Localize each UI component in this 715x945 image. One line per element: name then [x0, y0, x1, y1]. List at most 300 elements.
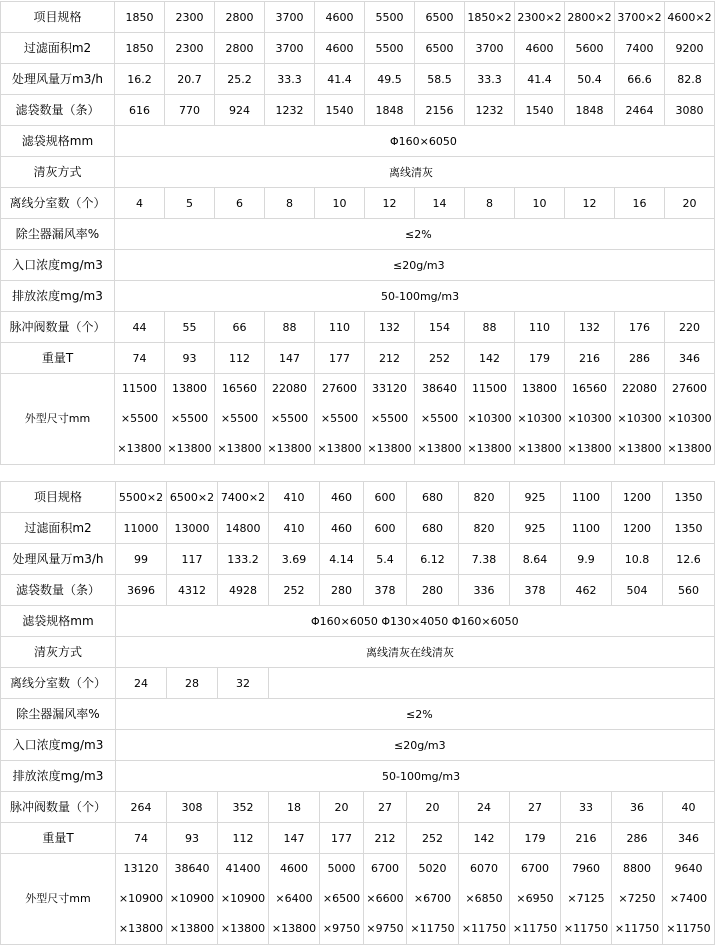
dimension-line: 22080: [272, 382, 307, 395]
value-cell: 770: [165, 95, 215, 126]
value-cell: 280: [407, 575, 459, 606]
dimension-cell: [365, 374, 415, 465]
value-cell: 110: [515, 312, 565, 343]
dimension-cell: [364, 854, 407, 945]
value-cell: 616: [115, 95, 165, 126]
value-cell: 378: [364, 575, 407, 606]
value-cell: 14: [415, 188, 465, 219]
value-cell: 24: [459, 792, 510, 823]
value-cell: 12: [365, 188, 415, 219]
table-row-dimensions: [1, 854, 715, 945]
dimension-line: ×13800: [317, 442, 362, 455]
value-cell: 6500: [415, 2, 465, 33]
dimension-cell: [612, 854, 663, 945]
row-label: 滤袋规格mm: [1, 126, 115, 157]
value-cell: 1848: [565, 95, 615, 126]
spanned-value: 离线清灰在线清灰: [116, 637, 715, 668]
value-cell: 308: [167, 792, 218, 823]
value-cell: 2300×2: [515, 2, 565, 33]
spanned-value: ≤2%: [115, 219, 715, 250]
dimension-line: ×13800: [271, 922, 317, 935]
dimension-line: ×10300: [617, 412, 662, 425]
value-cell: 2800: [215, 2, 265, 33]
value-cell: 252: [407, 823, 459, 854]
value-cell: 8: [465, 188, 515, 219]
dimension-line: 22080: [622, 382, 657, 395]
row-label: 排放浓度mg/m3: [1, 281, 115, 312]
dimension-cell: [215, 374, 265, 465]
dimension-line: ×13800: [217, 442, 262, 455]
value-cell: 8: [265, 188, 315, 219]
value-cell: 220: [665, 312, 715, 343]
table-row-inlet-conc: [1, 250, 715, 281]
row-label: 过滤面积m2: [1, 33, 115, 64]
value-cell: 20.7: [165, 64, 215, 95]
dimension-line: 13800: [172, 382, 207, 395]
value-cell: 10.8: [612, 544, 663, 575]
value-cell: 410: [269, 513, 320, 544]
dimension-line: 9640: [674, 862, 703, 875]
value-cell: 99: [116, 544, 167, 575]
dimension-line: ×13800: [220, 922, 266, 935]
value-cell: 132: [365, 312, 415, 343]
table-row-weight: [1, 343, 715, 374]
dimension-cell: [167, 854, 218, 945]
value-cell: 50.4: [565, 64, 615, 95]
value-cell: 1850×2: [465, 2, 515, 33]
value-cell: 112: [215, 343, 265, 374]
value-cell: 336: [459, 575, 510, 606]
dimension-line: ×9750: [322, 922, 361, 935]
table-row-cleaning: [1, 637, 715, 668]
value-cell: 66.6: [615, 64, 665, 95]
value-cell: 2800: [215, 33, 265, 64]
value-cell: 6500: [415, 33, 465, 64]
dimension-line: ×13800: [417, 442, 462, 455]
value-cell: 9.9: [561, 544, 612, 575]
value-cell: 460: [320, 513, 364, 544]
value-cell: 1350: [663, 513, 715, 544]
dimension-line: ×9750: [366, 922, 404, 935]
dimension-line: ×5500: [420, 412, 459, 425]
table-row-air-volume: [1, 544, 715, 575]
dimension-line: 11500: [472, 382, 507, 395]
value-cell: 27: [510, 792, 561, 823]
dimension-line: ×11750: [410, 922, 455, 935]
value-cell: 560: [663, 575, 715, 606]
dimension-line: 4600: [280, 862, 308, 875]
dimension-line: ×5500: [170, 412, 209, 425]
value-cell: 4.14: [320, 544, 364, 575]
spanned-value: ≤20g/m3: [115, 250, 715, 281]
value-cell: 28: [167, 668, 218, 699]
spec-table-1: [0, 1, 715, 465]
value-cell: 378: [510, 575, 561, 606]
value-cell: 820: [459, 482, 510, 513]
value-cell: 1200: [612, 513, 663, 544]
value-cell: 216: [565, 343, 615, 374]
table-row-valves: [1, 792, 715, 823]
dimension-line: ×11750: [666, 922, 711, 935]
value-cell: 346: [665, 343, 715, 374]
dimension-line: ×6400: [275, 892, 313, 905]
value-cell: 2800×2: [565, 2, 615, 33]
value-cell: 5600: [565, 33, 615, 64]
dimension-line: ×7250: [618, 892, 656, 905]
dimension-line: ×13800: [467, 442, 512, 455]
spanned-value: Φ160×6050 Φ130×4050 Φ160×6050: [116, 606, 715, 637]
table-row-model: [1, 2, 715, 33]
dimension-line: ×5500: [220, 412, 259, 425]
dimension-line: ×11750: [512, 922, 558, 935]
value-cell: 142: [465, 343, 515, 374]
dimension-line: ×10300: [667, 412, 712, 425]
dimension-line: ×5500: [370, 412, 409, 425]
dimension-cell: [459, 854, 510, 945]
row-label: 过滤面积m2: [1, 513, 116, 544]
value-cell: 1540: [515, 95, 565, 126]
dimension-line: 8800: [623, 862, 651, 875]
value-cell: 7400: [615, 33, 665, 64]
value-cell: 88: [465, 312, 515, 343]
dimension-line: ×7125: [567, 892, 605, 905]
value-cell: 25.2: [215, 64, 265, 95]
row-label: 脉冲阀数量（个）: [1, 792, 116, 823]
value-cell: 10: [315, 188, 365, 219]
value-cell: 820: [459, 513, 510, 544]
value-cell: 9200: [665, 33, 715, 64]
row-label: 滤袋数量（条）: [1, 575, 116, 606]
value-cell: 177: [315, 343, 365, 374]
value-cell: 6: [215, 188, 265, 219]
value-cell: 5.4: [364, 544, 407, 575]
dimension-line: ×5500: [320, 412, 359, 425]
value-cell: 460: [320, 482, 364, 513]
dimension-line: ×13800: [617, 442, 662, 455]
dimension-cell: [510, 854, 561, 945]
table-row-valves: [1, 312, 715, 343]
value-cell: 33.3: [265, 64, 315, 95]
value-cell: 40: [663, 792, 715, 823]
value-cell: 1200: [612, 482, 663, 513]
dimension-line: ×10900: [118, 892, 164, 905]
value-cell: 93: [165, 343, 215, 374]
table-row-outlet-conc: [1, 761, 715, 792]
value-cell: 177: [320, 823, 364, 854]
row-label: 项目规格: [1, 482, 116, 513]
value-cell: 2300: [165, 33, 215, 64]
row-label: 清灰方式: [1, 637, 116, 668]
dimension-line: ×6950: [516, 892, 554, 905]
dimension-line: 41400: [225, 862, 261, 875]
value-cell: 13000: [167, 513, 218, 544]
dimension-cell: [269, 854, 320, 945]
value-cell: 2464: [615, 95, 665, 126]
spanned-value: ≤20g/m3: [116, 730, 715, 761]
dimension-line: ×10900: [169, 892, 215, 905]
value-cell: 925: [510, 482, 561, 513]
value-cell: 3080: [665, 95, 715, 126]
value-cell: 212: [365, 343, 415, 374]
dimension-cell: [615, 374, 665, 465]
dimension-cell: [265, 374, 315, 465]
value-cell: 3700: [265, 2, 315, 33]
value-cell: 74: [115, 343, 165, 374]
value-cell: 16: [615, 188, 665, 219]
dimension-line: 5020: [418, 862, 447, 875]
value-cell: 12: [565, 188, 615, 219]
dimension-line: 6700: [371, 862, 399, 875]
value-cell: 32: [218, 668, 269, 699]
value-cell: 925: [510, 513, 561, 544]
empty-cell: [269, 668, 715, 699]
value-cell: 352: [218, 792, 269, 823]
value-cell: 14800: [218, 513, 269, 544]
dimension-line: ×6500: [322, 892, 361, 905]
value-cell: 20: [407, 792, 459, 823]
value-cell: 600: [364, 513, 407, 544]
dimension-line: ×13800: [267, 442, 312, 455]
table-row-bag-spec: [1, 606, 715, 637]
value-cell: 286: [615, 343, 665, 374]
dimension-cell: [320, 854, 364, 945]
dimension-line: 27600: [672, 382, 707, 395]
dimension-line: 16560: [572, 382, 607, 395]
value-cell: 27: [364, 792, 407, 823]
value-cell: 680: [407, 482, 459, 513]
value-cell: 6.12: [407, 544, 459, 575]
table-row-outlet-conc: [1, 281, 715, 312]
value-cell: 212: [364, 823, 407, 854]
value-cell: 4600: [315, 33, 365, 64]
value-cell: 66: [215, 312, 265, 343]
value-cell: 3700×2: [615, 2, 665, 33]
value-cell: 1850: [115, 2, 165, 33]
dimension-line: ×5500: [120, 412, 159, 425]
table-row-cleaning: [1, 157, 715, 188]
value-cell: 252: [269, 575, 320, 606]
dimension-cell: [465, 374, 515, 465]
dimension-line: 5000: [327, 862, 356, 875]
dimension-line: 6700: [521, 862, 549, 875]
row-label: 处理风量万m3/h: [1, 544, 116, 575]
value-cell: 1100: [561, 482, 612, 513]
row-label: 外型尺寸mm: [1, 374, 115, 465]
row-label: 重量T: [1, 823, 116, 854]
dimension-line: ×13800: [517, 442, 562, 455]
value-cell: 4312: [167, 575, 218, 606]
dimension-line: 7960: [572, 862, 600, 875]
value-cell: 280: [320, 575, 364, 606]
value-cell: 1100: [561, 513, 612, 544]
row-label: 脉冲阀数量（个）: [1, 312, 115, 343]
value-cell: 82.8: [665, 64, 715, 95]
row-label: 清灰方式: [1, 157, 115, 188]
value-cell: 410: [269, 482, 320, 513]
dimension-line: 38640: [422, 382, 457, 395]
dimension-line: ×11750: [614, 922, 660, 935]
spanned-value: 离线清灰: [115, 157, 715, 188]
value-cell: 1350: [663, 482, 715, 513]
value-cell: 44: [115, 312, 165, 343]
dimension-cell: [415, 374, 465, 465]
dimension-line: ×6850: [465, 892, 503, 905]
dimension-line: ×13800: [667, 442, 712, 455]
value-cell: 11000: [116, 513, 167, 544]
value-cell: 179: [510, 823, 561, 854]
dimension-line: ×10900: [220, 892, 266, 905]
value-cell: 252: [415, 343, 465, 374]
row-label: 离线分室数（个）: [1, 668, 116, 699]
spanned-value: Φ160×6050: [115, 126, 715, 157]
dimension-line: ×11750: [461, 922, 507, 935]
row-label: 排放浓度mg/m3: [1, 761, 116, 792]
value-cell: 49.5: [365, 64, 415, 95]
value-cell: 41.4: [315, 64, 365, 95]
dimension-line: ×10300: [567, 412, 612, 425]
row-label: 入口浓度mg/m3: [1, 250, 115, 281]
row-label: 除尘器漏风率%: [1, 219, 115, 250]
value-cell: 110: [315, 312, 365, 343]
dimension-cell: [565, 374, 615, 465]
row-label: 入口浓度mg/m3: [1, 730, 116, 761]
dimension-line: ×7400: [669, 892, 708, 905]
value-cell: 5500: [365, 33, 415, 64]
value-cell: 5: [165, 188, 215, 219]
dimension-cell: [663, 854, 715, 945]
table-row-weight: [1, 823, 715, 854]
value-cell: 74: [116, 823, 167, 854]
dimension-line: ×10300: [467, 412, 512, 425]
row-label: 项目规格: [1, 2, 115, 33]
table-row-dimensions: [1, 374, 715, 465]
table-row-chambers: [1, 188, 715, 219]
value-cell: 133.2: [218, 544, 269, 575]
value-cell: 462: [561, 575, 612, 606]
value-cell: 216: [561, 823, 612, 854]
row-label: 除尘器漏风率%: [1, 699, 116, 730]
dimension-line: 13120: [123, 862, 159, 875]
table-row-leak-rate: [1, 699, 715, 730]
value-cell: 4600: [315, 2, 365, 33]
dimension-line: ×6600: [366, 892, 404, 905]
dimension-line: 33120: [372, 382, 407, 395]
table-row-filter-area: [1, 513, 715, 544]
value-cell: 1232: [265, 95, 315, 126]
dimension-line: ×13800: [567, 442, 612, 455]
dimension-cell: [165, 374, 215, 465]
value-cell: 33: [561, 792, 612, 823]
value-cell: 33.3: [465, 64, 515, 95]
dimension-line: ×13800: [118, 922, 164, 935]
value-cell: 176: [615, 312, 665, 343]
value-cell: 16.2: [115, 64, 165, 95]
value-cell: 117: [167, 544, 218, 575]
value-cell: 3700: [265, 33, 315, 64]
value-cell: 154: [415, 312, 465, 343]
value-cell: 147: [269, 823, 320, 854]
value-cell: 179: [515, 343, 565, 374]
row-label: 重量T: [1, 343, 115, 374]
dimension-line: ×5500: [270, 412, 309, 425]
value-cell: 3696: [116, 575, 167, 606]
value-cell: 20: [665, 188, 715, 219]
dimension-line: ×13800: [167, 442, 212, 455]
table-row-chambers: [1, 668, 715, 699]
row-label: 外型尺寸mm: [1, 854, 116, 945]
value-cell: 142: [459, 823, 510, 854]
dimension-line: ×13800: [367, 442, 412, 455]
value-cell: 1850: [115, 33, 165, 64]
table-row-filter-area: [1, 33, 715, 64]
value-cell: 5500: [365, 2, 415, 33]
dimension-cell: [407, 854, 459, 945]
value-cell: 4: [115, 188, 165, 219]
dimension-line: 6070: [470, 862, 498, 875]
dimension-cell: [315, 374, 365, 465]
spec-table-2: [0, 481, 715, 945]
value-cell: 10: [515, 188, 565, 219]
value-cell: 5500×2: [116, 482, 167, 513]
value-cell: 600: [364, 482, 407, 513]
value-cell: 7.38: [459, 544, 510, 575]
value-cell: 36: [612, 792, 663, 823]
value-cell: 1232: [465, 95, 515, 126]
table-row-bag-spec: [1, 126, 715, 157]
dimension-line: ×13800: [169, 922, 215, 935]
row-label: 滤袋规格mm: [1, 606, 116, 637]
table-row-inlet-conc: [1, 730, 715, 761]
value-cell: 924: [215, 95, 265, 126]
value-cell: 680: [407, 513, 459, 544]
value-cell: 286: [612, 823, 663, 854]
dimension-cell: [665, 374, 715, 465]
value-cell: 12.6: [663, 544, 715, 575]
value-cell: 93: [167, 823, 218, 854]
spanned-value: 50-100mg/m3: [115, 281, 715, 312]
value-cell: 112: [218, 823, 269, 854]
value-cell: 2300: [165, 2, 215, 33]
dimension-line: 11500: [122, 382, 157, 395]
dimension-line: ×11750: [563, 922, 609, 935]
dimension-line: ×13800: [117, 442, 162, 455]
value-cell: 24: [116, 668, 167, 699]
value-cell: 3.69: [269, 544, 320, 575]
value-cell: 147: [265, 343, 315, 374]
value-cell: 18: [269, 792, 320, 823]
dimension-cell: [115, 374, 165, 465]
value-cell: 1848: [365, 95, 415, 126]
value-cell: 346: [663, 823, 715, 854]
dimension-line: 27600: [322, 382, 357, 395]
value-cell: 41.4: [515, 64, 565, 95]
table-row-model: [1, 482, 715, 513]
value-cell: 88: [265, 312, 315, 343]
dimension-line: 13800: [522, 382, 557, 395]
dimension-line: 16560: [222, 382, 257, 395]
row-label: 处理风量万m3/h: [1, 64, 115, 95]
table-row-leak-rate: [1, 219, 715, 250]
dimension-cell: [561, 854, 612, 945]
table-row-bag-count: [1, 95, 715, 126]
value-cell: 264: [116, 792, 167, 823]
value-cell: 6500×2: [167, 482, 218, 513]
dimension-line: 38640: [174, 862, 210, 875]
value-cell: 7400×2: [218, 482, 269, 513]
table-row-bag-count: [1, 575, 715, 606]
dimension-line: ×6700: [413, 892, 452, 905]
spanned-value: 50-100mg/m3: [116, 761, 715, 792]
